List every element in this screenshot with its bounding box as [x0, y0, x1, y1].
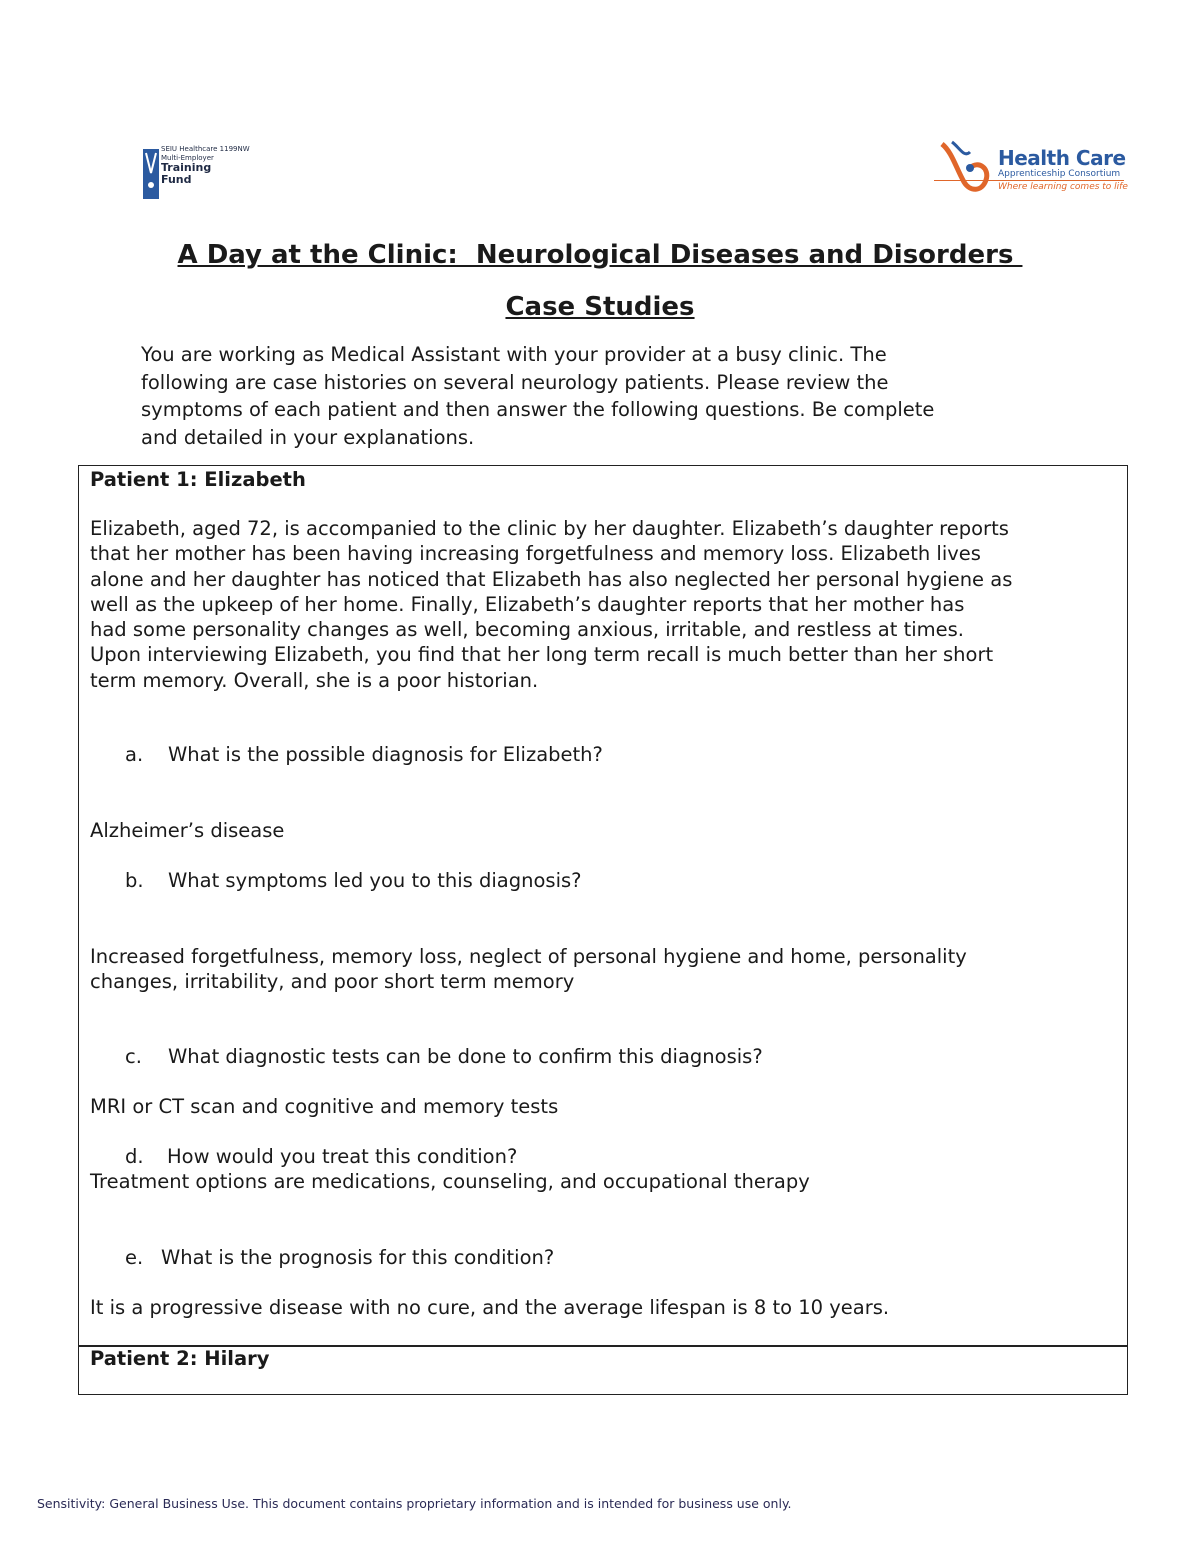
- logo-right-name: Health Care: [998, 146, 1126, 170]
- description-line: well as the upkeep of her home. Finally, Elizabeth’s daughter reports that her mother has: [90, 592, 965, 616]
- training-fund-logo: [143, 145, 250, 201]
- stethoscope-swirl-icon: [934, 138, 996, 196]
- answer-line: Increased forgetfulness, memory loss, neglect of personal hygiene and home, personality: [90, 945, 967, 968]
- sensitivity-footer: Sensitivity: General Business Use. This document contains proprietary information and is intended for business use only.: [37, 1496, 792, 1511]
- stethoscope-person-icon: [143, 145, 161, 201]
- answer-e: It is a progressive disease with no cure, and the average lifespan is 8 to 10 years.: [90, 1296, 890, 1319]
- patient2-heading: Patient 2: Hilary: [90, 1347, 270, 1370]
- document-title: A Day at the Clinic: Neurological Diseases and Disorders: [177, 240, 1023, 270]
- answer-a: Alzheimer’s disease: [90, 819, 285, 842]
- answer-b: [90, 944, 1120, 995]
- health-care-apprenticeship-logo: [934, 138, 1129, 196]
- question-c-marker: c.: [125, 1045, 142, 1068]
- description-line: Elizabeth, aged 72, is accompanied to the clinic by her daughter. Elizabeth’s daughter reports: [90, 517, 1009, 540]
- question-c-text: What diagnostic tests can be done to confirm this diagnosis?: [168, 1045, 763, 1068]
- logo-right-subtitle: Apprenticeship Consortium: [998, 169, 1121, 179]
- description-line: had some personality changes as well, becoming anxious, irritable, and restless at times.: [90, 618, 964, 642]
- question-b-marker: b.: [125, 869, 144, 892]
- question-b-text: What symptoms led you to this diagnosis?: [168, 869, 582, 892]
- description-line: that her mother has been having increasing forgetfulness and memory loss. Elizabeth lives: [90, 542, 981, 566]
- intro-line: and detailed in your explanations.: [141, 425, 475, 449]
- logo-left-line3: Training: [161, 161, 212, 174]
- intro-line: following are case histories on several neurology patients. Please review the: [141, 370, 889, 394]
- question-d-text: How would you treat this condition?: [167, 1145, 518, 1168]
- description-line: term memory. Overall, she is a poor historian.: [90, 668, 539, 692]
- answer-c: MRI or CT scan and cognitive and memory tests: [90, 1095, 559, 1118]
- answer-line: changes, irritability, and poor short term memory: [90, 970, 575, 994]
- description-line: alone and her daughter has noticed that Elizabeth has also neglected her personal hygiene as: [90, 567, 1013, 591]
- patient1-heading: Patient 1: Elizabeth: [90, 468, 306, 491]
- logo-left-line1: SEIU Healthcare 1199NW: [161, 145, 250, 153]
- question-a-marker: a.: [125, 743, 144, 766]
- intro-paragraph: [141, 341, 1061, 451]
- description-line: Upon interviewing Elizabeth, you find that her long term recall is much better than her short: [90, 643, 994, 667]
- logo-left-line4: Fund: [161, 173, 192, 186]
- logo-right-divider: [934, 180, 1124, 181]
- answer-d: Treatment options are medications, counseling, and occupational therapy: [90, 1170, 810, 1193]
- patient1-description: [90, 516, 1120, 693]
- question-e-marker: e.: [125, 1246, 144, 1269]
- question-d-marker: d.: [125, 1145, 144, 1168]
- intro-line: You are working as Medical Assistant with your provider at a busy clinic. The: [141, 343, 887, 366]
- logo-left-line2: Multi-Employer: [161, 154, 214, 162]
- question-e-text: What is the prognosis for this condition?: [161, 1246, 555, 1269]
- question-a-text: What is the possible diagnosis for Elizabeth?: [168, 743, 603, 766]
- logo-right-tagline: Where learning comes to life: [998, 182, 1128, 192]
- intro-line: symptoms of each patient and then answer the following questions. Be complete: [141, 398, 935, 421]
- document-subtitle: Case Studies: [505, 292, 695, 322]
